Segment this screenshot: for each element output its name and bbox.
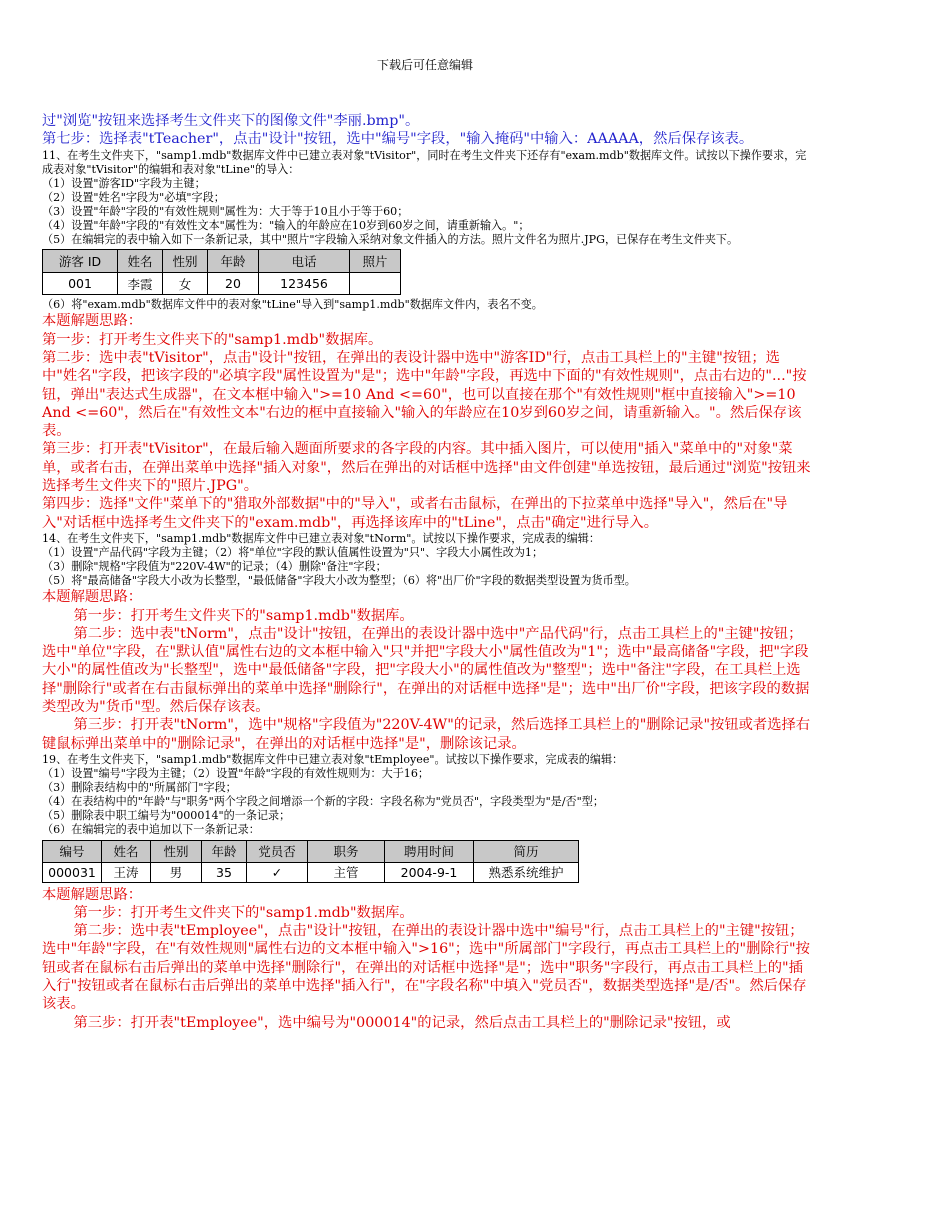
- q14-step-2: 第二步：选中表"tNorm"，点击"设计"按钮，在弹出的表设计器中选中"产品代码"行，点击工具栏上的"主键"按钮；选中"单位"字段，在"默认值"属性右边的文本框中输入"只"并把"字段大小"属性值改为"1"；选中"最高储备"字段，把"字段大小"的属性值改为"长整型"，选中"最低储备"字段，把"字段大小"的属性值改为"整型"；选中"备注"字段，在工具栏上选择"删除行"或者在右击鼠标弹出的菜单中选择"删除行"，在弹出的对话框中选择"是"；选中"出厂价"字段，把该字段的数据类型改为"货币"型。然后保存该表。: [42, 625, 810, 716]
- table-cell: 20: [208, 273, 259, 295]
- table-row: [43, 862, 579, 882]
- q11-item-5: （5）在编辑完的表中输入如下一条新记录，其中"照片"字段输入采纳对象文件插入的方法。照片文件名为照片.JPG，已保存在考生文件夹下。: [42, 233, 739, 247]
- column-header: 职务: [308, 840, 385, 862]
- table-header-row: [43, 250, 401, 273]
- checkmark-icon: ✓: [247, 862, 308, 882]
- column-header: 游客 ID: [43, 250, 118, 273]
- column-header: 年龄: [202, 840, 247, 862]
- column-header: 姓名: [102, 840, 151, 862]
- q19-step-1: 第一步：打开考生文件夹下的"samp1.mdb"数据库。: [73, 904, 414, 921]
- table-header-row: [43, 840, 579, 862]
- column-header: 年龄: [208, 250, 259, 273]
- table-cell: 35: [202, 862, 247, 882]
- question-19: [42, 753, 812, 1032]
- column-header: 编号: [43, 840, 102, 862]
- table-cell: 123456: [259, 273, 350, 295]
- q19-step-2: 第二步：选中表"tEmployee"，点击"设计"按钮，在弹出的表设计器中选中"编号"行，点击工具栏上的"主键"按钮；选中"年龄"字段，在"有效性规则"属性右边的文本框中输入">16"；选中"所属部门"字段行，再点击工具栏上的"删除行"按钮或者在鼠标右击后弹出的菜单中选择"删除行"，在弹出的对话框中选择"是"；选中"职务"字段行，再点击工具栏上的"插入行"按钮或者在鼠标右击后弹出的菜单中选择"插入行"，在"字段名称"中填入"党员否"，数据类型选择"是/否"。然后保存该表。: [42, 923, 810, 1013]
- employee-record-table: [42, 840, 579, 883]
- column-header: 性别: [163, 250, 208, 273]
- q11-item-6: （6）将"exam.mdb"数据库文件中的表对象"tLine"导入到"samp1.mdb"数据库文件内，表名不变。: [42, 298, 543, 312]
- q14-stem: 14、在考生文件夹下，"samp1.mdb"数据库文件中已建立表对象"tNorm"。试按以下操作要求，完成表的编辑：: [42, 531, 600, 545]
- table-cell: 女: [163, 273, 208, 295]
- table-cell: 001: [43, 273, 118, 295]
- q19-item-4: （4）在表结构中的"年龄"与"职务"两个字段之间增添一个新的字段：字段名称为"党员否"，字段类型为"是/否"型；: [42, 795, 604, 809]
- intro-step-seven: 第七步：选择表"tTeacher"，点击"设计"按钮，选中"编号"字段，"输入掩码"中输入：AAAAA，然后保存该表。: [42, 131, 754, 148]
- table-row: [43, 273, 401, 295]
- column-header: 电话: [259, 250, 350, 273]
- table-cell: 2004-9-1: [385, 862, 474, 882]
- q11-stem: 11、在考生文件夹下，"samp1.mdb"数据库文件中已建立表对象"tVisitor"，同时在考生文件夹下还存有"exam.mdb"数据库文件。试按以下操作要求，完成表对象"tVisitor"的编辑和表对象"tLine"的导入：: [42, 148, 807, 176]
- table-cell: 王涛: [102, 862, 151, 882]
- document-body: [42, 112, 812, 1032]
- column-header: 照片: [350, 250, 401, 273]
- table-cell: 主管: [308, 862, 385, 882]
- column-header: 党员否: [247, 840, 308, 862]
- q19-item-6: （6）在编辑完的表中追加以下一条新记录：: [42, 823, 260, 837]
- q19-items-1-2: （1）设置"编号"字段为主键；（2）设置"年龄"字段的有效性规则为：大于16；: [42, 767, 430, 781]
- question-14: [42, 532, 812, 753]
- q11-item-3: （3）设置"年龄"字段的"有效性规则"属性为：大于等于10且小于等于60；: [42, 204, 409, 218]
- q19-stem: 19、在考生文件夹下，"samp1.mdb"数据库文件中已建立表对象"tEmployee"。试按以下操作要求，完成表的编辑：: [42, 752, 624, 766]
- q11-solution-title: 本题解题思路：: [42, 313, 143, 330]
- q19-item-3: （3）删除表结构中的"所属部门"字段；: [42, 781, 237, 795]
- q19-solution-title: 本题解题思路：: [42, 886, 143, 903]
- q14-items-5-6: （5）将"最高储备"字段大小改为长整型，"最低储备"字段大小改为整型；（6）将"出厂价"字段的数据类型设置为货币型。: [42, 574, 636, 588]
- page-header: 下载后可任意编辑: [376, 58, 473, 72]
- column-header: 性别: [151, 840, 202, 862]
- q14-solution-title: 本题解题思路：: [42, 589, 143, 606]
- q11-item-2: （2）设置"姓名"字段为"必填"字段；: [42, 190, 225, 204]
- visitor-record-table: [42, 249, 401, 295]
- q14-step-3: 第三步：打开表"tNorm"，选中"规格"字段值为"220V-4W"的记录，然后选择工具栏上的"删除记录"按钮或者选择右键鼠标弹出菜单中的"删除记录"，在弹出的对话框中选择"是"，删除该记录。: [42, 717, 811, 752]
- table-cell: 000031: [43, 862, 102, 882]
- q11-step-4: 第四步：选择"文件"菜单下的"猎取外部数据"中的"导入"，或者右击鼠标，在弹出的下拉菜单中选择"导入"，然后在"导入"对话框中选择考生文件夹下的"exam.mdb"，再选择该库中的"tLine"，点击"确定"进行导入。: [42, 496, 788, 531]
- q11-step-2: 第二步：选中表"tVisitor"，点击"设计"按钮，在弹出的表设计器中选中"游客ID"行，点击工具栏上的"主键"按钮；选中"姓名"字段，把该字段的"必填字段"属性设置为"是"；选中"年龄"字段，再选中下面的"有效性规则"，点击右边的"..."按钮，弹出"表达式生成器"，在文本框中输入">=10 And <=60"，也可以直接在那个"有效性规则"框中直接输入">=10 And <=60"，然后在"有效性文本"右边的框中直接输入"输入的年龄应在10岁到60岁之间，请重新输入。"。然后保存该表。: [42, 349, 807, 440]
- column-header: 姓名: [118, 250, 163, 273]
- q19-item-5: （5）删除表中职工编号为"000014"的一条记录；: [42, 809, 291, 823]
- table-cell: 男: [151, 862, 202, 882]
- table-cell: 李霞: [118, 273, 163, 295]
- q11-item-4: （4）设置"年龄"字段的"有效性文本"属性为："输入的年龄应在10岁到60岁之间，请重新输入。"；: [42, 219, 530, 233]
- column-header: 简历: [474, 840, 579, 862]
- q11-step-1: 第一步：打开考生文件夹下的"samp1.mdb"数据库。: [42, 331, 383, 348]
- q14-step-1: 第一步：打开考生文件夹下的"samp1.mdb"数据库。: [73, 607, 414, 624]
- column-header: 聘用时间: [385, 840, 474, 862]
- table-cell: [350, 273, 401, 295]
- question-11: [42, 149, 812, 532]
- q11-step-3: 第三步：打开表"tVisitor"，在最后输入题面所要求的各字段的内容。其中插入图片，可以使用"插入"菜单中的"对象"菜单，或者右击，在弹出菜单中选择"插入对象"，然后在弹出的对话框中选择"由文件创建"单选按钮，最后通过"浏览"按钮来选择考生文件夹下的"照片.JPG"。: [42, 441, 811, 495]
- q19-step-3: 第三步：打开表"tEmployee"，选中编号为"000014"的记录，然后点击工具栏上的"删除记录"按钮，或: [73, 1014, 731, 1031]
- q14-items-1-2: （1）设置"产品代码"字段为主键；（2）将"单位"字段的默认值属性设置为"只"、字段大小属性改为1；: [42, 546, 544, 559]
- intro-line: 过"浏览"按钮来选择考生文件夹下的图像文件"李丽.bmp"。: [42, 113, 420, 129]
- table-cell: 熟悉系统维护: [474, 862, 579, 882]
- q11-item-1: （1）设置"游客ID"字段为主键；: [42, 176, 206, 190]
- q14-items-3-4: （3）删除"规格"字段值为"220V-4W"的记录；（4）删除"备注"字段；: [42, 560, 387, 574]
